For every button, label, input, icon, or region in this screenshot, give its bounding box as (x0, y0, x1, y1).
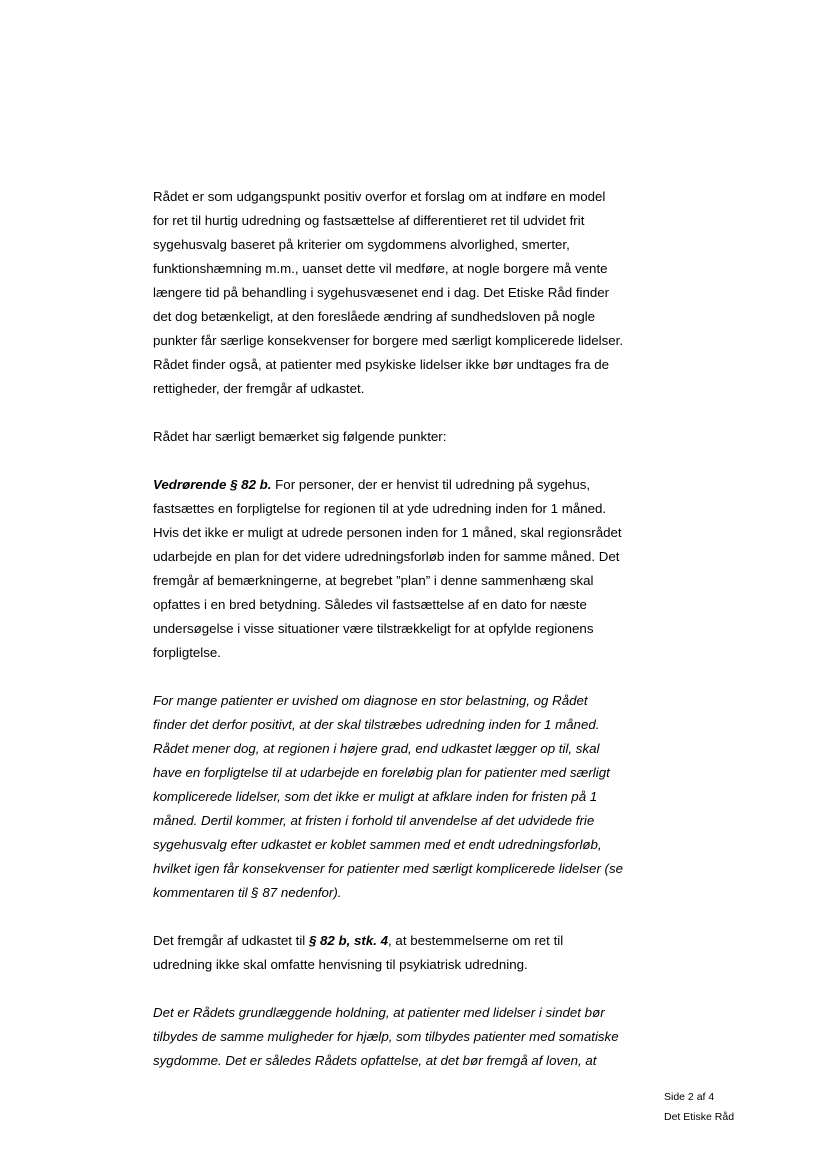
text-line: Rådet er som udgangspunkt positiv overfor et forslag om at indføre en model (153, 189, 606, 204)
text-line: Rådet har særligt bemærket sig følgende punkter: (153, 429, 447, 444)
text-line: længere tid på behandling i sygehusvæsenet end i dag. Det Etiske Råd finder (153, 285, 610, 300)
text-line (153, 929, 673, 953)
text-line: kommentaren til § 87 nedenfor). (153, 885, 342, 900)
text-line: Rådet finder også, at patienter med psykiske lidelser ikke bør undtages fra de (153, 357, 610, 372)
text-line: det dog betænkeligt, at den foreslåede ændring af sundhedsloven på nogle (153, 309, 596, 324)
text-line: sygehusvalg efter udkastet er koblet sammen med et endt udredningsforløb, (153, 837, 602, 852)
text-run: For personer, der er henvist til udredning på sygehus, (271, 477, 591, 492)
text-line: fremgår af bemærkningerne, at begrebet ”plan” i denne sammenhæng skal (153, 573, 594, 588)
text-line: undersøgelse i visse situationer være tilstrækkeligt for at opfylde regionens (153, 621, 594, 636)
text-line: sygehusvalg baseret på kriterier om sygdommens alvorlighed, smerter, (153, 237, 570, 252)
text-line: Rådet mener dog, at regionen i højere grad, end udkastet lægger op til, skal (153, 741, 600, 756)
text-line: finder det derfor positivt, at der skal tilstræbes udredning inden for 1 måned. (153, 717, 600, 732)
text-line: punkter får særlige konsekvenser for borgere med særligt komplicerede lidelser. (153, 333, 624, 348)
paragraph-section-82b (153, 473, 673, 665)
paragraph-council-comment-2 (153, 1001, 673, 1073)
paragraph-points-intro (153, 425, 673, 449)
section-reference: § 82 b, stk. 4 (308, 933, 389, 948)
text-line (153, 473, 673, 497)
text-line: udredning ikke skal omfatte henvisning til psykiatrisk udredning. (153, 957, 528, 972)
page-footer (664, 1087, 734, 1127)
text-line: måned. Dertil kommer, at fristen i forhold til anvendelse af det udvidede frie (153, 813, 595, 828)
paragraph-council-comment-1 (153, 689, 673, 905)
text-line: sygdomme. Det er således Rådets opfattelse, at det bør fremgå af loven, at (153, 1053, 597, 1068)
page-number: Side 2 af 4 (664, 1091, 715, 1103)
text-line: udarbejde en plan for det videre udredningsforløb inden for samme måned. Det (153, 549, 620, 564)
text-line: Hvis det ikke er muligt at udrede personen inden for 1 måned, skal regionsrådet (153, 525, 622, 540)
section-reference-heading: Vedrørende § 82 b. (153, 477, 272, 492)
text-line: for ret til hurtig udredning og fastsættelse af differentieret ret til udvidet frit (153, 213, 585, 228)
text-line: funktionshæmning m.m., uanset dette vil medføre, at nogle borgere må vente (153, 261, 608, 276)
text-line: fastsættes en forpligtelse for regionen til at yde udredning inden for 1 måned. (153, 501, 607, 516)
text-line: rettigheder, der fremgår af udkastet. (153, 381, 365, 396)
text-line: opfattes i en bred betydning. Således vil fastsættelse af en dato for næste (153, 597, 587, 612)
text-line: have en forpligtelse til at udarbejde en foreløbig plan for patienter med særligt (153, 765, 610, 780)
text-line: forpligtelse. (153, 645, 221, 660)
text-line: tilbydes de samme muligheder for hjælp, som tilbydes patienter med somatiske (153, 1029, 619, 1044)
text-line: komplicerede lidelser, som det ikke er muligt at afklare inden for fristen på 1 (153, 789, 598, 804)
text-line: For mange patienter er uvished om diagnose en stor belastning, og Rådet (153, 693, 588, 708)
text-run: , at bestemmelserne om ret til (388, 933, 564, 948)
text-line: hvilket igen får konsekvenser for patienter med særligt komplicerede lidelser (se (153, 861, 624, 876)
paragraph-section-82b-stk4 (153, 929, 673, 977)
text-line: Det er Rådets grundlæggende holdning, at patienter med lidelser i sindet bør (153, 1005, 605, 1020)
text-run: Det fremgår af udkastet til (153, 933, 309, 948)
paragraph-intro (153, 185, 673, 401)
footer-organization: Det Etiske Råd (664, 1111, 735, 1123)
document-body (153, 185, 673, 1073)
